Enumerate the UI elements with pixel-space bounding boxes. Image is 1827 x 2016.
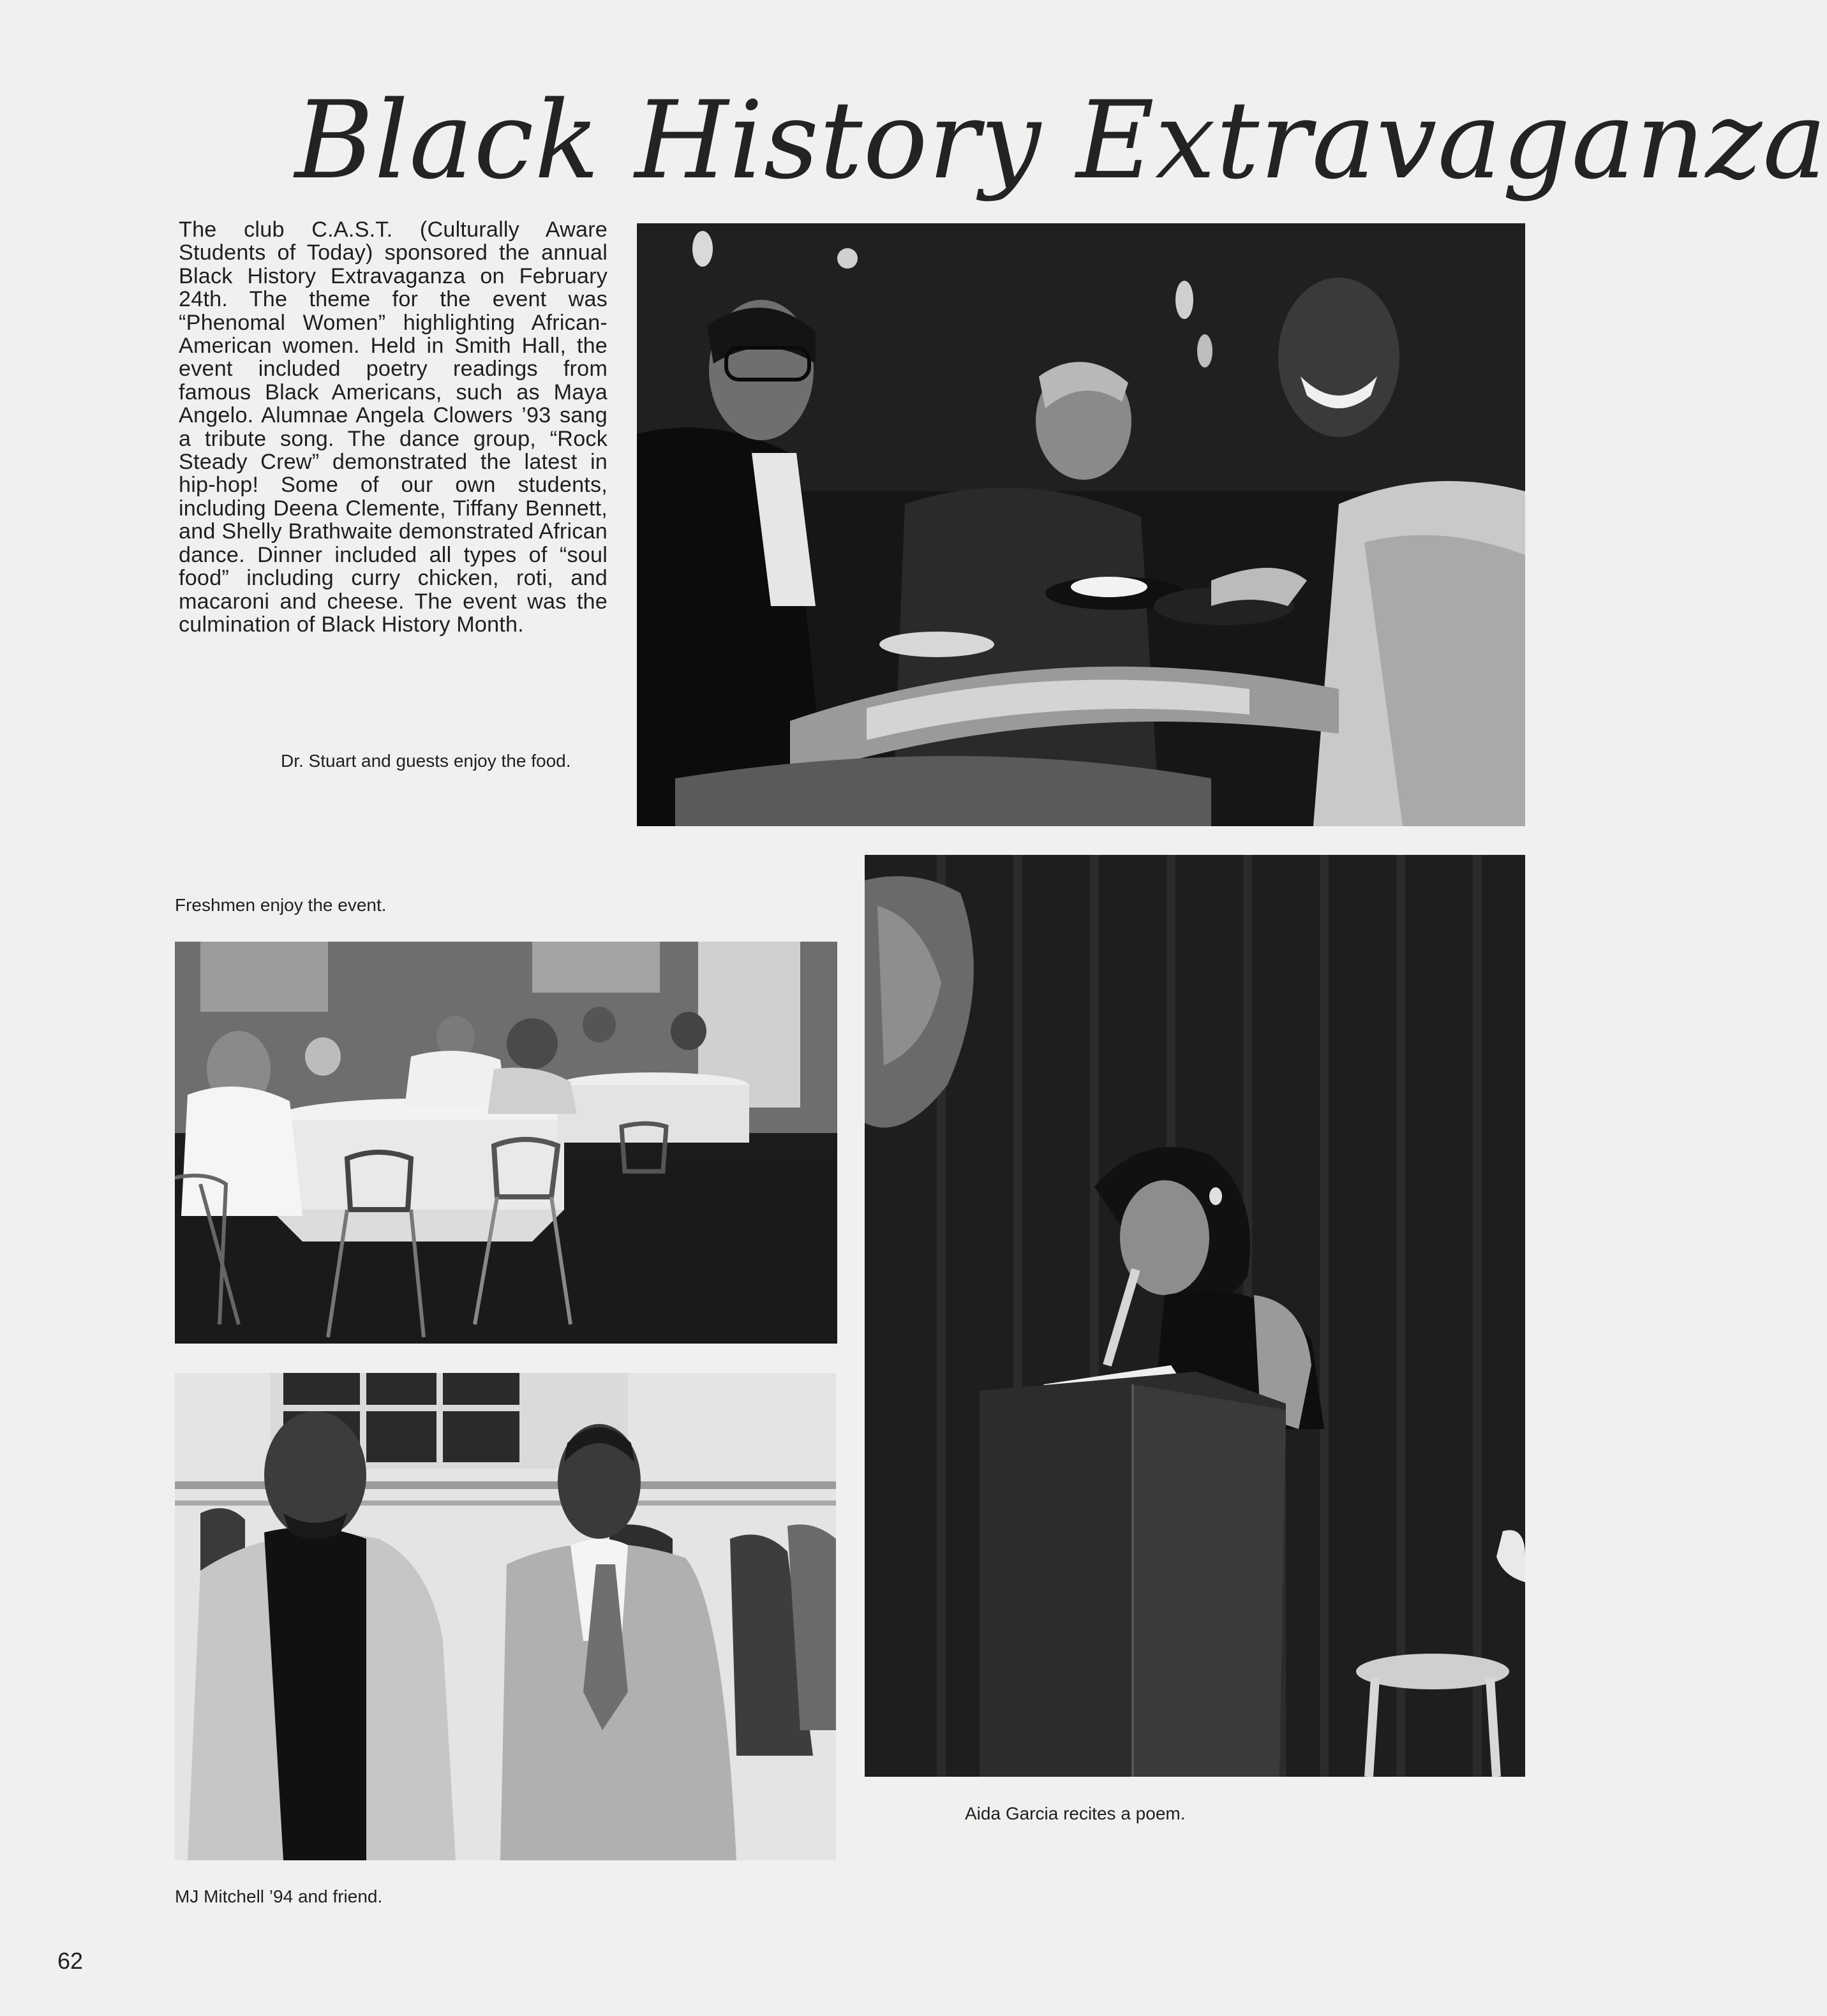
photo-buffet-guests (637, 223, 1525, 826)
caption-freshmen: Freshmen enjoy the event. (175, 895, 387, 915)
photo-poem-reader (865, 855, 1525, 1777)
photo-mj-mitchell (175, 1373, 836, 1860)
page-number: 62 (57, 1948, 84, 1974)
article-text: The club C.A.S.T. (Culturally Aware Students of Today) sponsored the annual Black History Extravaganza on February 24th. The theme for the event was “Phenomal Women” highlighting African-American women. Held in Smith Hall, the event included poetry readings from famous Black Americans, such as Maya Angelo. Alumnae Angela Clowers ’93 sang a tribute song. The dance group, “Rock Steady Crew” demonstrated the latest in hip-hop! Some of our own students, including Deena Clemente, Tiffany Bennett, and Shelly Brathwaite demonstrated African dance. Dinner included all types of “soul food” including curry chicken, roti, and macaroni and cheese. The event was the culmination of Black History Month. (179, 218, 608, 637)
caption-mitchell: MJ Mitchell ’94 and friend. (175, 1886, 383, 1906)
caption-poem: Aida Garcia recites a poem. (965, 1804, 1186, 1823)
photo-freshmen-dining (175, 942, 837, 1344)
page-title: Black History Extravaganza (295, 78, 1827, 203)
caption-food: Dr. Stuart and guests enjoy the food. (281, 751, 571, 771)
